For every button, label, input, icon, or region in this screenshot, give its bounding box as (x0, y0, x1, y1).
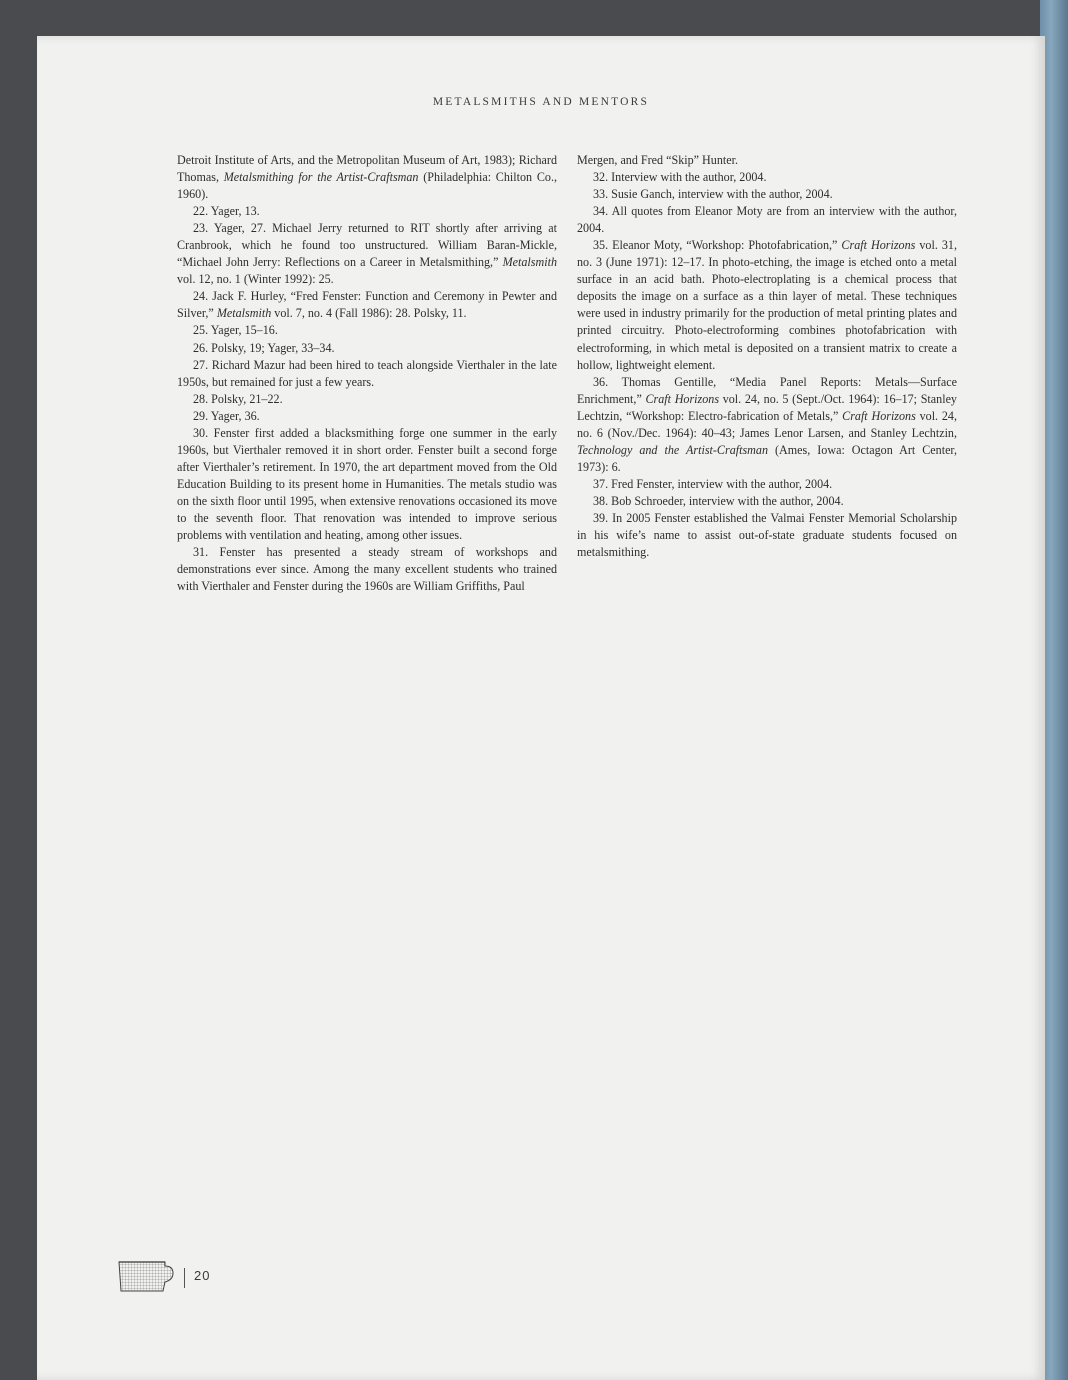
endnote: 29. Yager, 36. (193, 408, 260, 423)
folio-divider (184, 1268, 185, 1288)
running-head: METALSMITHS AND MENTORS (432, 96, 650, 108)
endnote: 37. Fred Fenster, interview with the author, 2004. (593, 476, 833, 491)
endnote: 26. Polsky, 19; Yager, 33–34. (193, 340, 335, 355)
endnote: 27. Richard Mazur had been hired to teach alongside Vierthaler in the late 1950s, but remained for just a few years. (177, 357, 557, 389)
endnote-continuation: Detroit Institute of Arts, and the Metropolitan Museum of Art, 1983); Richard Thomas, Metalsmithing for the Artist-Craftsman (Philadelphia: Chilton Co., 1960). (177, 153, 557, 202)
endnote: 28. Polsky, 21–22. (193, 391, 283, 406)
endnote: 31. Fenster has presented a steady stream of workshops and demonstrations ever since. Among the many excellent students who trained with Vierthaler and Fenster during the 1960s are William Griffiths, Paul (177, 545, 557, 594)
page-number: 20 (194, 1268, 211, 1283)
endnote: 35. Eleanor Moty, “Workshop: Photofabrication,” Craft Horizons vol. 31, no. 3 (June 1971): 12–17. In photo-etching, the image is etched onto a metal surface in an acid bath. Photo-electroplating is a chemical process that deposits the image on a surface as a thin layer of metal. These techniques were used in industry primarily for the production of metal printing plates and printed circuitry. Photo-electroforming combines photofabrication with electroforming, in which metal is deposited on a transient matrix to create a hollow, lightweight element. (577, 238, 957, 372)
endnote: 30. Fenster first added a blacksmithing forge one summer in the early 1960s, but Vierthaler removed it in short order. Fenster built a second forge after Vierthaler’s retirement. In 1970, the art department moved from the Old Education Building to its present home in Humanities. The metals studio was on the sixth floor until 1995, when extensive renovations occasioned its move to the seventh floor. That renovation was intended to improve serious problems with ventilation and heating, among other issues. (177, 425, 557, 543)
endnote: 34. All quotes from Eleanor Moty are from an interview with the author, 2004. (577, 204, 957, 236)
pitcher-grid-icon (113, 1258, 179, 1294)
endnote: 32. Interview with the author, 2004. (593, 170, 767, 185)
endnote: 22. Yager, 13. (193, 204, 260, 219)
endnotes-column-left (177, 152, 557, 595)
endnote: 24. Jack F. Hurley, “Fred Fenster: Function and Ceremony in Pewter and Silver,” Metalsmith vol. 7, no. 4 (Fall 1986): 28. Polsky, 11. (177, 289, 557, 321)
endnote: 25. Yager, 15–16. (193, 323, 278, 338)
endnote: 36. Thomas Gentille, “Media Panel Reports: Metals—Surface Enrichment,” Craft Horizons vol. 24, no. 5 (Sept./Oct. 1964): 16–17; Stanley Lechtzin, “Workshop: Electro-fabrication of Metals,” Craft Horizons vol. 24, no. 6 (Nov./Dec. 1964): 40–43; James Lenor Larsen, and Stanley Lechtzin, Technology and the Artist-Craftsman (Ames, Iowa: Octagon Art Center, 1973): 6. (577, 374, 957, 474)
endnote: 33. Susie Ganch, interview with the author, 2004. (593, 187, 833, 202)
book-page (37, 36, 1045, 1380)
endnotes-column-right (577, 152, 957, 561)
endnote: 39. In 2005 Fenster established the Valmai Fenster Memorial Scholarship in his wife’s name to assist out-of-state graduate students focused on metalsmithing. (577, 510, 957, 560)
endnote: 38. Bob Schroeder, interview with the author, 2004. (593, 493, 844, 508)
endnote-continuation: Mergen, and Fred “Skip” Hunter. (577, 153, 738, 167)
endnote: 23. Yager, 27. Michael Jerry returned to RIT shortly after arriving at Cranbrook, which he found too unstructured. William Baran-Mickle, “Michael John Jerry: Reflections on a Career in Metalsmithing,” Metalsmith vol. 12, no. 1 (Winter 1992): 25. (177, 221, 557, 287)
